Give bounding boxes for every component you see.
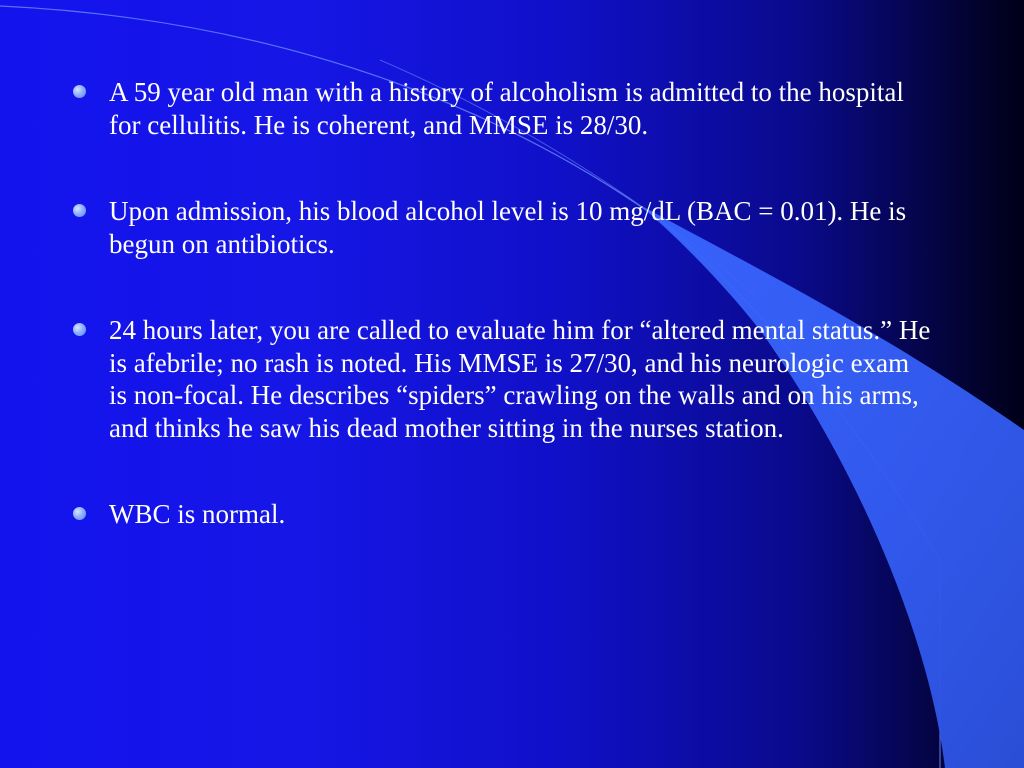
bullet-text: Upon admission, his blood alcohol level is 10 mg/dL (BAC = 0.01). He is begun on antibiotics. [109, 196, 907, 259]
bullet-dot-icon [73, 85, 86, 98]
bullet-item-4 [72, 498, 932, 531]
bullet-item-1 [72, 76, 932, 141]
bullet-text: A 59 year old man with a history of alcoholism is admitted to the hospital for cellulitis. He is coherent, and MMSE is 28/30. [109, 77, 904, 140]
bullet-list [72, 76, 932, 531]
bullet-dot-icon [73, 323, 86, 336]
bullet-dot-icon [73, 204, 86, 217]
bullet-text: WBC is normal. [109, 499, 286, 529]
bullet-item-2 [72, 195, 932, 260]
bullet-item-3 [72, 314, 932, 444]
bullet-dot-icon [73, 507, 86, 520]
bullet-text: 24 hours later, you are called to evaluate him for “altered mental status.” He is afebrile; no rash is noted. His MMSE is 27/30, and his neurologic exam is non-focal. He describes “spiders” crawling on the walls and on his arms, and thinks he saw his dead mother sitting in the nurses station. [109, 315, 931, 443]
